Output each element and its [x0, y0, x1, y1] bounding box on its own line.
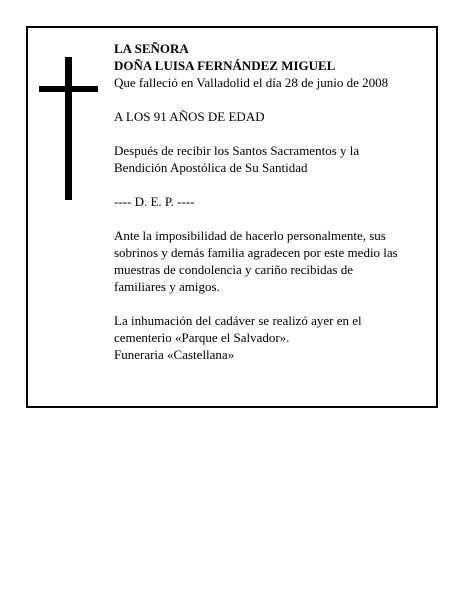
deceased-name: DOÑA LUISA FERNÁNDEZ MIGUEL	[114, 58, 336, 73]
sacraments-paragraph	[114, 142, 428, 176]
thanks-line: Ante la imposibilidad de hacerlo personalmente, sus	[114, 228, 386, 243]
age-line: A LOS 91 AÑOS DE EDAD	[114, 109, 265, 124]
cross-horizontal-bar	[39, 86, 98, 92]
burial-line: La inhumación del cadáver se realizó ayer en el	[114, 313, 362, 328]
notice-title: LA SEÑORA	[114, 41, 189, 56]
thanks-paragraph	[114, 227, 428, 295]
thanks-line: muestras de condolencia y cariño recibidas de	[114, 262, 353, 277]
funeral-home-line: Funeraria «Castellana»	[114, 347, 235, 362]
sacraments-line: Después de recibir los Santos Sacramentos y la	[114, 143, 360, 158]
notice-text	[114, 40, 428, 363]
death-info: Que falleció en Valladolid el día 28 de junio de 2008	[114, 75, 389, 90]
thanks-line: familiares y amigos.	[114, 279, 220, 294]
cross-vertical-bar	[65, 57, 72, 200]
burial-line: cementerio «Parque el Salvador».	[114, 330, 290, 345]
burial-paragraph	[114, 312, 428, 363]
sacraments-line: Bendición Apostólica de Su Santidad	[114, 160, 308, 175]
obituary-notice	[26, 26, 438, 408]
rip-line: ---- D. E. P. ----	[114, 194, 195, 209]
thanks-line: sobrinos y demás familia agradecen por este medio las	[114, 245, 398, 260]
